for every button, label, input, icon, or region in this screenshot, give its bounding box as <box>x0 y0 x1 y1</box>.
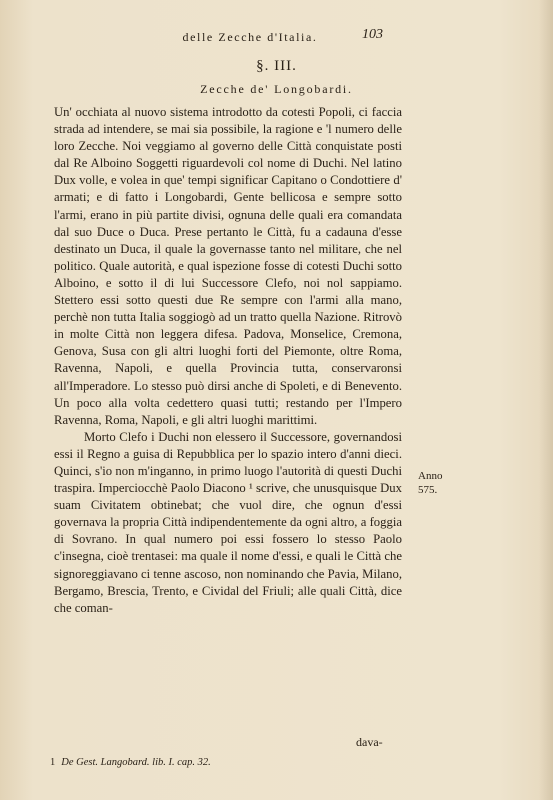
margin-note <box>418 469 460 497</box>
footnote-text: De Gest. Langobard. lib. I. cap. 32. <box>61 757 211 768</box>
body-text <box>54 104 402 617</box>
running-title: delle Zecche d'Italia. <box>182 30 318 44</box>
footnote-number: 1 <box>50 757 56 768</box>
footnote <box>50 757 410 768</box>
page-edge-shadow <box>539 0 553 800</box>
page-number: 103 <box>362 27 383 42</box>
margin-note-label: Anno <box>418 470 443 482</box>
margin-note-year: 575. <box>418 484 438 496</box>
catchword: dava- <box>356 735 383 749</box>
paragraph-1: Un' occhiata al nuovo sistema introdotto da cotesti Popoli, ci faccia strada ad intendere, se mai sia possibile, la ragione e 'l numero delle loro Zecche. Noi veggiamo al governo delle Città conquistate posti dal Re Alboino Soggetti riguardevoli col nome di Duchi. Nel latino Dux volle, e volea in que' tempi significar Capitano o Condottiere d' armati; e di fatto i Longobardi, Gente bellicosa e sempre sotto l'armi, erano in più partite divisi, ognuna delle quali era comandata dal suo Duce o Duca. Prese pertanto le Città, fu a cadauna d'esse destinato un Duca, il quale la governasse tanto nel militare, che nel politico. Quale autorità, e qual ispezione fosse di cotesti Duchi sotto Alboino, e sotto il di lui Successore Clefo, noi nol sappiamo. Stettero essi sotto questi due Re sempre con l'armi alla mano, perchè non tutta Italia soggiogò ad un tratto quella Nazione. Ritrovò in molte Città non leggera difesa. Padova, Monselice, Cremona, Genova, Susa con gli altri luoghi forti del Piemonte, oltre Roma, Ravenna, Napoli, e quella Provincia tutta, conservaronsi all'Imperadore. Lo stesso può dirsi anche di Spoleti, e di Benevento. Un poco alla volta cedettero quasi tutti; restando per l'Impero Ravenna, Roma, Napoli, e gli altri luoghi marittimi. <box>54 105 402 427</box>
paragraph-2: Morto Clefo i Duchi non elessero il Successore, governandosi essi il Regno a guisa di Repubblica per lo spazio intero d'anni dieci. Quinci, s'io non m'inganno, in primo luogo l'autorità di questi Duchi traspira. Imperciocchè Paolo Diacono ¹ scrive, che unusquisque Dux suam Civitatem obtinebat; che vuol dire, che ognun d'essi governava la propria Città indipendentemente da ogni altro, a foggia di Sovrano. In qual numero poi essi fossero lo stesso Paolo c'insegna, cioè trentasei: ma quale il nome d'essi, e quali le Città che signoreggiavano ci tenne ascoso, non nominando che Pavia, Milano, Bergamo, Brescia, Trento, e Cividal del Friuli; alle quali Città, dice che coman- <box>54 429 402 615</box>
section-mark: §. III. <box>256 58 297 74</box>
section-title: Zecche de' Longobardi. <box>200 82 353 96</box>
